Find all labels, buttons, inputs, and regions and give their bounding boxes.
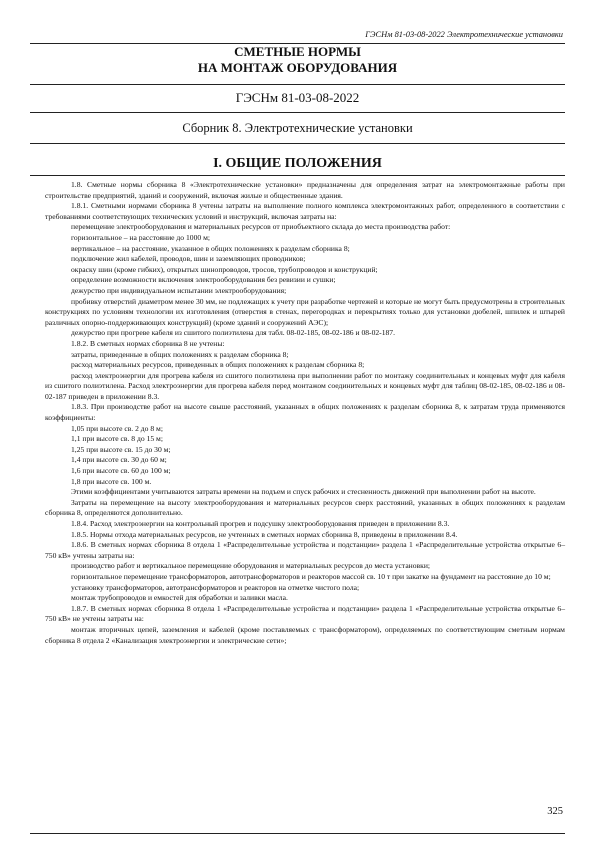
- section-heading: I. ОБЩИЕ ПОЛОЖЕНИЯ: [213, 156, 382, 171]
- page-number: 325: [547, 806, 563, 817]
- paragraph: подключение жил кабелей, проводов, шин и заземляющих проводников;: [71, 254, 306, 264]
- paragraph: затраты, приведенные в общих положениях к разделам сборника 8;: [71, 349, 289, 359]
- paragraph: 1.8.1. Сметными нормами сборника 8 учтены затраты на выполнение полного комплекса электромонтажных работ, определенного в соответствии с требованиями соответствующих технических условий и инструкций, включая затраты на:: [45, 201, 565, 221]
- paragraph: расход электроэнергии для прогрева кабеля из сшитого полиэтилена при выполнении работ по монтажу соединительных и концевых муфт для кабеля из сшитого полиэтилена. Расход электроэнергии для прогрева кабеля перед монтажом соединительных и концевых муфт для таблиц 08-02-185, 08-02-186 и 08-02-187 приведен в приложении 8.3.: [45, 370, 565, 401]
- paragraph: дежурство при прогреве кабеля из сшитого полиэтилена для табл. 08-02-185, 08-02-186 и 08-02-187.: [71, 328, 396, 338]
- paragraph: горизонтальное перемещение трансформаторов, автотрансформаторов и реакторов массой св. 10 т при закатке на фундамент на расстояние до 10 м;: [71, 571, 551, 581]
- paragraph: установку трансформаторов, автотрансформаторов и реакторов на отметке чистого пола;: [71, 582, 360, 592]
- paragraph: дежурство при индивидуальном испытании электрооборудования;: [71, 285, 287, 295]
- paragraph: 1,6 при высоте св. 60 до 100 м;: [71, 466, 171, 476]
- paragraph: 1,25 при высоте св. 15 до 30 м;: [71, 444, 171, 454]
- paragraph: горизонтальное – на расстояние до 1000 м;: [71, 232, 210, 242]
- title-line-1: СМЕТНЫЕ НОРМЫ: [234, 44, 361, 59]
- collection-title: Сборник 8. Электротехнические установки: [182, 121, 413, 135]
- collection-rule: [30, 143, 565, 144]
- paragraph: 1.8.2. В сметных нормах сборника 8 не учтены:: [71, 338, 225, 348]
- running-head: ГЭСНм 81-03-08-2022 Электротехнические установки: [365, 30, 563, 39]
- paragraph: производство работ и вертикальное перемещение оборудования и материальных ресурсов до места установки;: [71, 561, 430, 571]
- paragraph: перемещение электрооборудования и материальных ресурсов от приобъектного склада до места производства работ:: [71, 222, 451, 232]
- paragraph: 1.8.7. В сметных нормах сборника 8 отдела 1 «Распределительные устройства и подстанции» раздела 1 «Распределительные устройства открытые 6–750 кВ» не учтены затраты на:: [45, 603, 565, 624]
- paragraph: окраску шин (кроме гибких), открытых шинопроводов, тросов, трубопроводов и конструкций;: [71, 264, 378, 274]
- paragraph: монтаж вторичных цепей, заземления и кабелей (кроме поставляемых с трансформатором), определяемых по соответствующим сметным нормам сборника 8 отдела 2 «Канализация электроэнергии и электрические сети»;: [45, 624, 565, 645]
- paragraph: 1,4 при высоте св. 30 до 60 м;: [71, 455, 167, 465]
- document-title: [30, 44, 565, 76]
- title-line-2: НА МОНТАЖ ОБОРУДОВАНИЯ: [197, 60, 398, 75]
- body-text: [45, 180, 565, 646]
- paragraph: 1.8. Сметные нормы сборника 8 «Электротехнические установки» предназначены для определения затрат на электромонтажные работы при строительстве предприятий, зданий и сооружений, включая жилые и общественные здания.: [45, 180, 565, 200]
- paragraph: 1,8 при высоте св. 100 м.: [71, 476, 152, 486]
- paragraph: 1,05 при высоте св. 2 до 8 м;: [71, 423, 163, 433]
- paragraph: пробивку отверстий диаметром менее 30 мм, не подлежащих к учету при разработке чертежей и которые не могут быть предусмотрены в строительных конструкциях по условиям технологии их изготовления (отверстия в стенах, перегородках и перекрытиях только для установки дюбелей, шпилек и штырей различных опорно-поддерживающих конструкций) (кроме зданий и сооружений АЭС);: [45, 296, 565, 327]
- code-rule: [30, 112, 565, 113]
- paragraph: расход материальных ресурсов, приведенных в общих положениях к разделам сборника 8;: [71, 360, 365, 370]
- paragraph: 1,1 при высоте св. 8 до 15 м;: [71, 434, 163, 444]
- paragraph: Этими коэффициентами учитываются затраты времени на подъем и спуск рабочих и стесненность движений при выполнении работ на высоте.: [71, 487, 536, 497]
- paragraph: 1.8.6. В сметных нормах сборника 8 отдела 1 «Распределительные устройства и подстанции» раздела 1 «Распределительные устройства открытые 6–750 кВ» учтены затраты на:: [45, 540, 565, 560]
- paragraph: монтаж трубопроводов и емкостей для обработки и заливки масла.: [71, 593, 288, 603]
- paragraph: вертикальное – на расстояние, указанное в общих положениях к разделам сборника 8;: [71, 243, 350, 253]
- paragraph: 1.8.3. При производстве работ на высоте свыше расстояний, указанных в общих положениях к разделам сборника 8, к затратам труда применяются коэффициенты:: [45, 402, 565, 423]
- paragraph: Затраты на перемещение на высоту электрооборудования и материальных ресурсов сверх расстояний, указанных в общих положениях к разделам сборника 8, определяются дополнительно.: [45, 497, 565, 518]
- paragraph: 1.8.4. Расход электроэнергии на контрольный прогрев и подсушку электрооборудования приведен в приложении 8.3.: [71, 519, 450, 528]
- document-code: ГЭСНм 81-03-08-2022: [235, 90, 360, 105]
- paragraph: 1.8.5. Нормы отхода материальных ресурсов, не учтенных в сметных нормах сборника 8, приведены в приложении 8.4.: [71, 529, 458, 539]
- title-rule: [30, 84, 565, 85]
- footer-rule: [30, 833, 565, 834]
- paragraph: определение возможности включения электрооборудования без ревизии и сушки;: [71, 275, 336, 285]
- section-rule: [30, 175, 565, 176]
